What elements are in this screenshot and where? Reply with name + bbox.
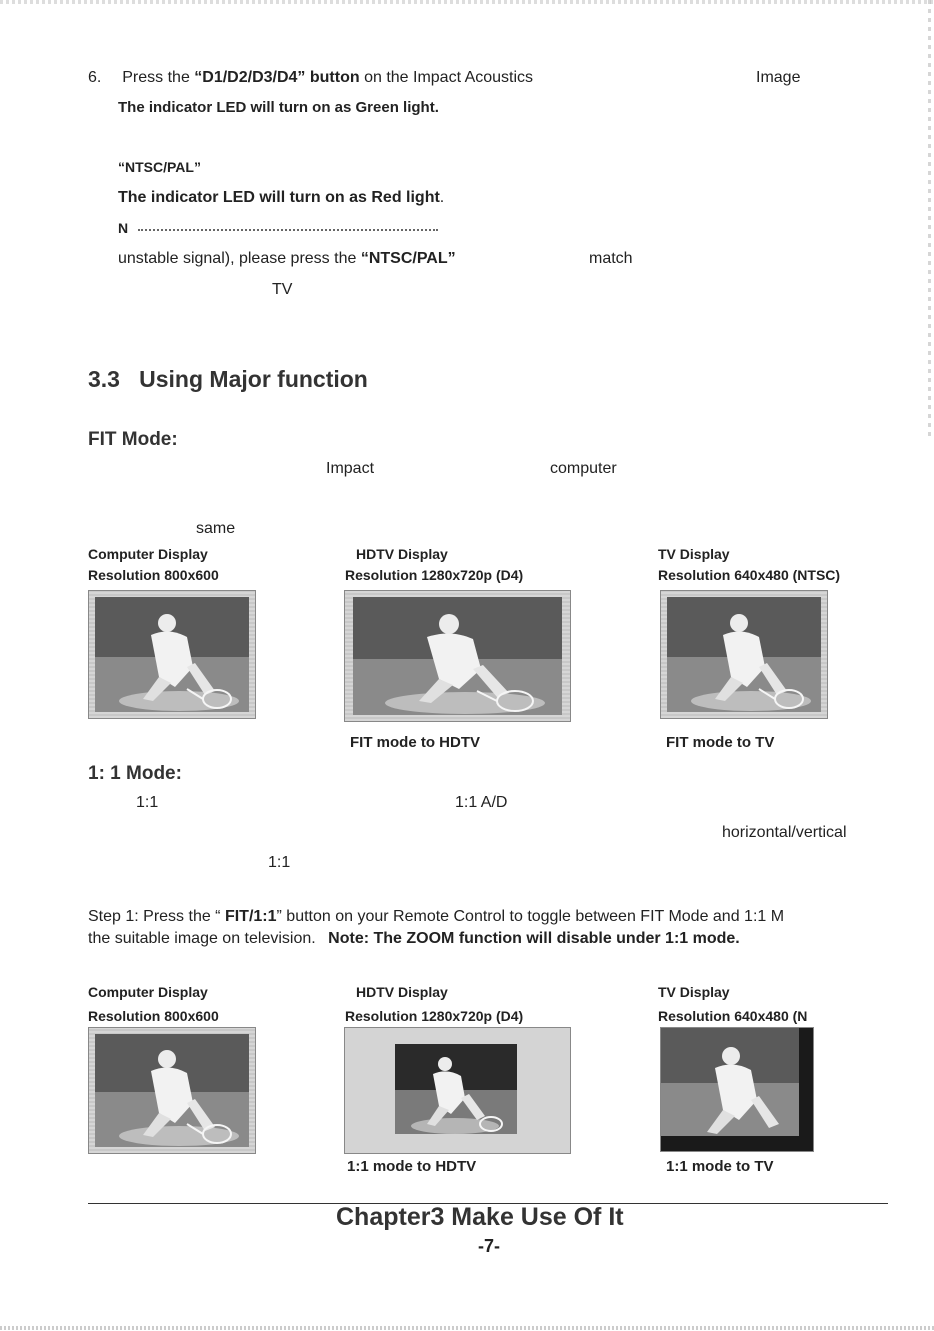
one-computer-thumbnail bbox=[88, 1027, 256, 1154]
computer-word: computer bbox=[550, 460, 617, 477]
one-to-one-heading: 1: 1 Mode: bbox=[88, 763, 182, 784]
one-tv-thumbnail bbox=[660, 1027, 814, 1152]
unstable-text: unstable signal), please press the bbox=[118, 250, 361, 267]
caption-computer-display-2: Computer Display bbox=[88, 984, 208, 1000]
tennis-player-image bbox=[89, 1028, 255, 1153]
ad-word: 1:1 A/D bbox=[455, 794, 508, 811]
caption-computer-resolution: Resolution 800x600 bbox=[88, 567, 219, 583]
fit-button-label: FIT/1:1 bbox=[224, 908, 277, 925]
page-number: -7- bbox=[478, 1236, 500, 1256]
step1-post: ” button on your Remote Control to toggle between FIT Mode and 1:1 M bbox=[276, 908, 785, 925]
led-green-text: The indicator LED will turn on as Green light. bbox=[118, 99, 439, 116]
one-hdtv-label: 1:1 mode to HDTV bbox=[347, 1158, 477, 1175]
tennis-player-image bbox=[345, 591, 570, 721]
caption-tv-resolution: Resolution 640x480 (NTSC) bbox=[658, 567, 841, 583]
scan-artifact-bottom bbox=[0, 1326, 934, 1330]
section-title: 3.3 Using Major function bbox=[88, 366, 368, 392]
one-tv-label: 1:1 mode to TV bbox=[666, 1158, 774, 1175]
ratio-word: 1:1 bbox=[136, 794, 159, 811]
chapter-title: Chapter3 Make Use Of It bbox=[336, 1203, 624, 1231]
led-red-pre: The indicator bbox=[118, 189, 223, 206]
press-text-post: on the Impact Acoustics bbox=[359, 69, 534, 86]
ntsc-button-label: “NTSC/PAL” bbox=[360, 250, 456, 267]
scan-artifact-top bbox=[0, 0, 934, 4]
note-fragment-line bbox=[118, 220, 438, 236]
caption-tv-display-2: TV Display bbox=[658, 984, 730, 1000]
faded-text-artifact bbox=[138, 227, 438, 231]
d-button-label: “D1/D2/D3/D4” button bbox=[194, 69, 360, 86]
caption-hdtv-resolution: Resolution 1280x720p (D4) bbox=[345, 567, 524, 583]
step1-line-2 bbox=[88, 930, 740, 948]
same-word: same bbox=[196, 520, 236, 537]
led-red-post: . bbox=[439, 189, 445, 206]
item-6-line bbox=[88, 69, 533, 87]
led-red-mid: will turn on as bbox=[254, 189, 372, 206]
fit-mode-heading: FIT Mode: bbox=[88, 429, 178, 450]
tennis-player-image bbox=[89, 591, 255, 718]
one-hdtv-thumbnail bbox=[344, 1027, 571, 1154]
zoom-note: Note: The ZOOM function will disable under 1:1 mode. bbox=[328, 930, 740, 947]
led-red-bold: LED bbox=[222, 189, 255, 206]
fit-hdtv-thumbnail bbox=[344, 590, 571, 722]
caption-hdtv-display-2: HDTV Display bbox=[356, 984, 448, 1000]
step1-line bbox=[88, 908, 784, 926]
caption-computer-resolution-2: Resolution 800x600 bbox=[88, 1008, 219, 1024]
hv-word: horizontal/vertical bbox=[722, 824, 847, 841]
step1-line2-text: the suitable image on television. bbox=[88, 930, 316, 947]
tennis-player-image-centered bbox=[345, 1028, 570, 1153]
caption-hdtv-resolution-2: Resolution 1280x720p (D4) bbox=[345, 1008, 524, 1024]
image-word: Image bbox=[756, 69, 801, 86]
tennis-player-image-cropped bbox=[661, 1028, 813, 1151]
ratio-word-2: 1:1 bbox=[268, 854, 291, 871]
caption-tv-resolution-2: Resolution 640x480 (N bbox=[658, 1008, 808, 1024]
fit-computer-thumbnail bbox=[88, 590, 256, 719]
led-red-bold2: Red light bbox=[371, 189, 440, 206]
ntsc-label: “NTSC/PAL” bbox=[118, 159, 201, 175]
fit-hdtv-label: FIT mode to HDTV bbox=[350, 734, 480, 751]
scan-artifact-right bbox=[928, 0, 931, 440]
caption-hdtv-display: HDTV Display bbox=[356, 546, 448, 562]
step1-pre: Step 1: Press the “ bbox=[88, 908, 225, 925]
unstable-line bbox=[118, 250, 456, 268]
caption-computer-display: Computer Display bbox=[88, 546, 208, 562]
note-fragment: N bbox=[118, 220, 129, 236]
press-text: Press the bbox=[122, 69, 195, 86]
fit-tv-thumbnail bbox=[660, 590, 828, 719]
match-word: match bbox=[589, 250, 633, 267]
led-red-line bbox=[118, 189, 444, 207]
tennis-player-image bbox=[661, 591, 827, 718]
caption-tv-display: TV Display bbox=[658, 546, 730, 562]
tv-word: TV bbox=[272, 281, 293, 298]
item-number: 6. bbox=[88, 69, 102, 86]
fit-tv-label: FIT mode to TV bbox=[666, 734, 775, 751]
impact-word: Impact bbox=[326, 460, 375, 477]
